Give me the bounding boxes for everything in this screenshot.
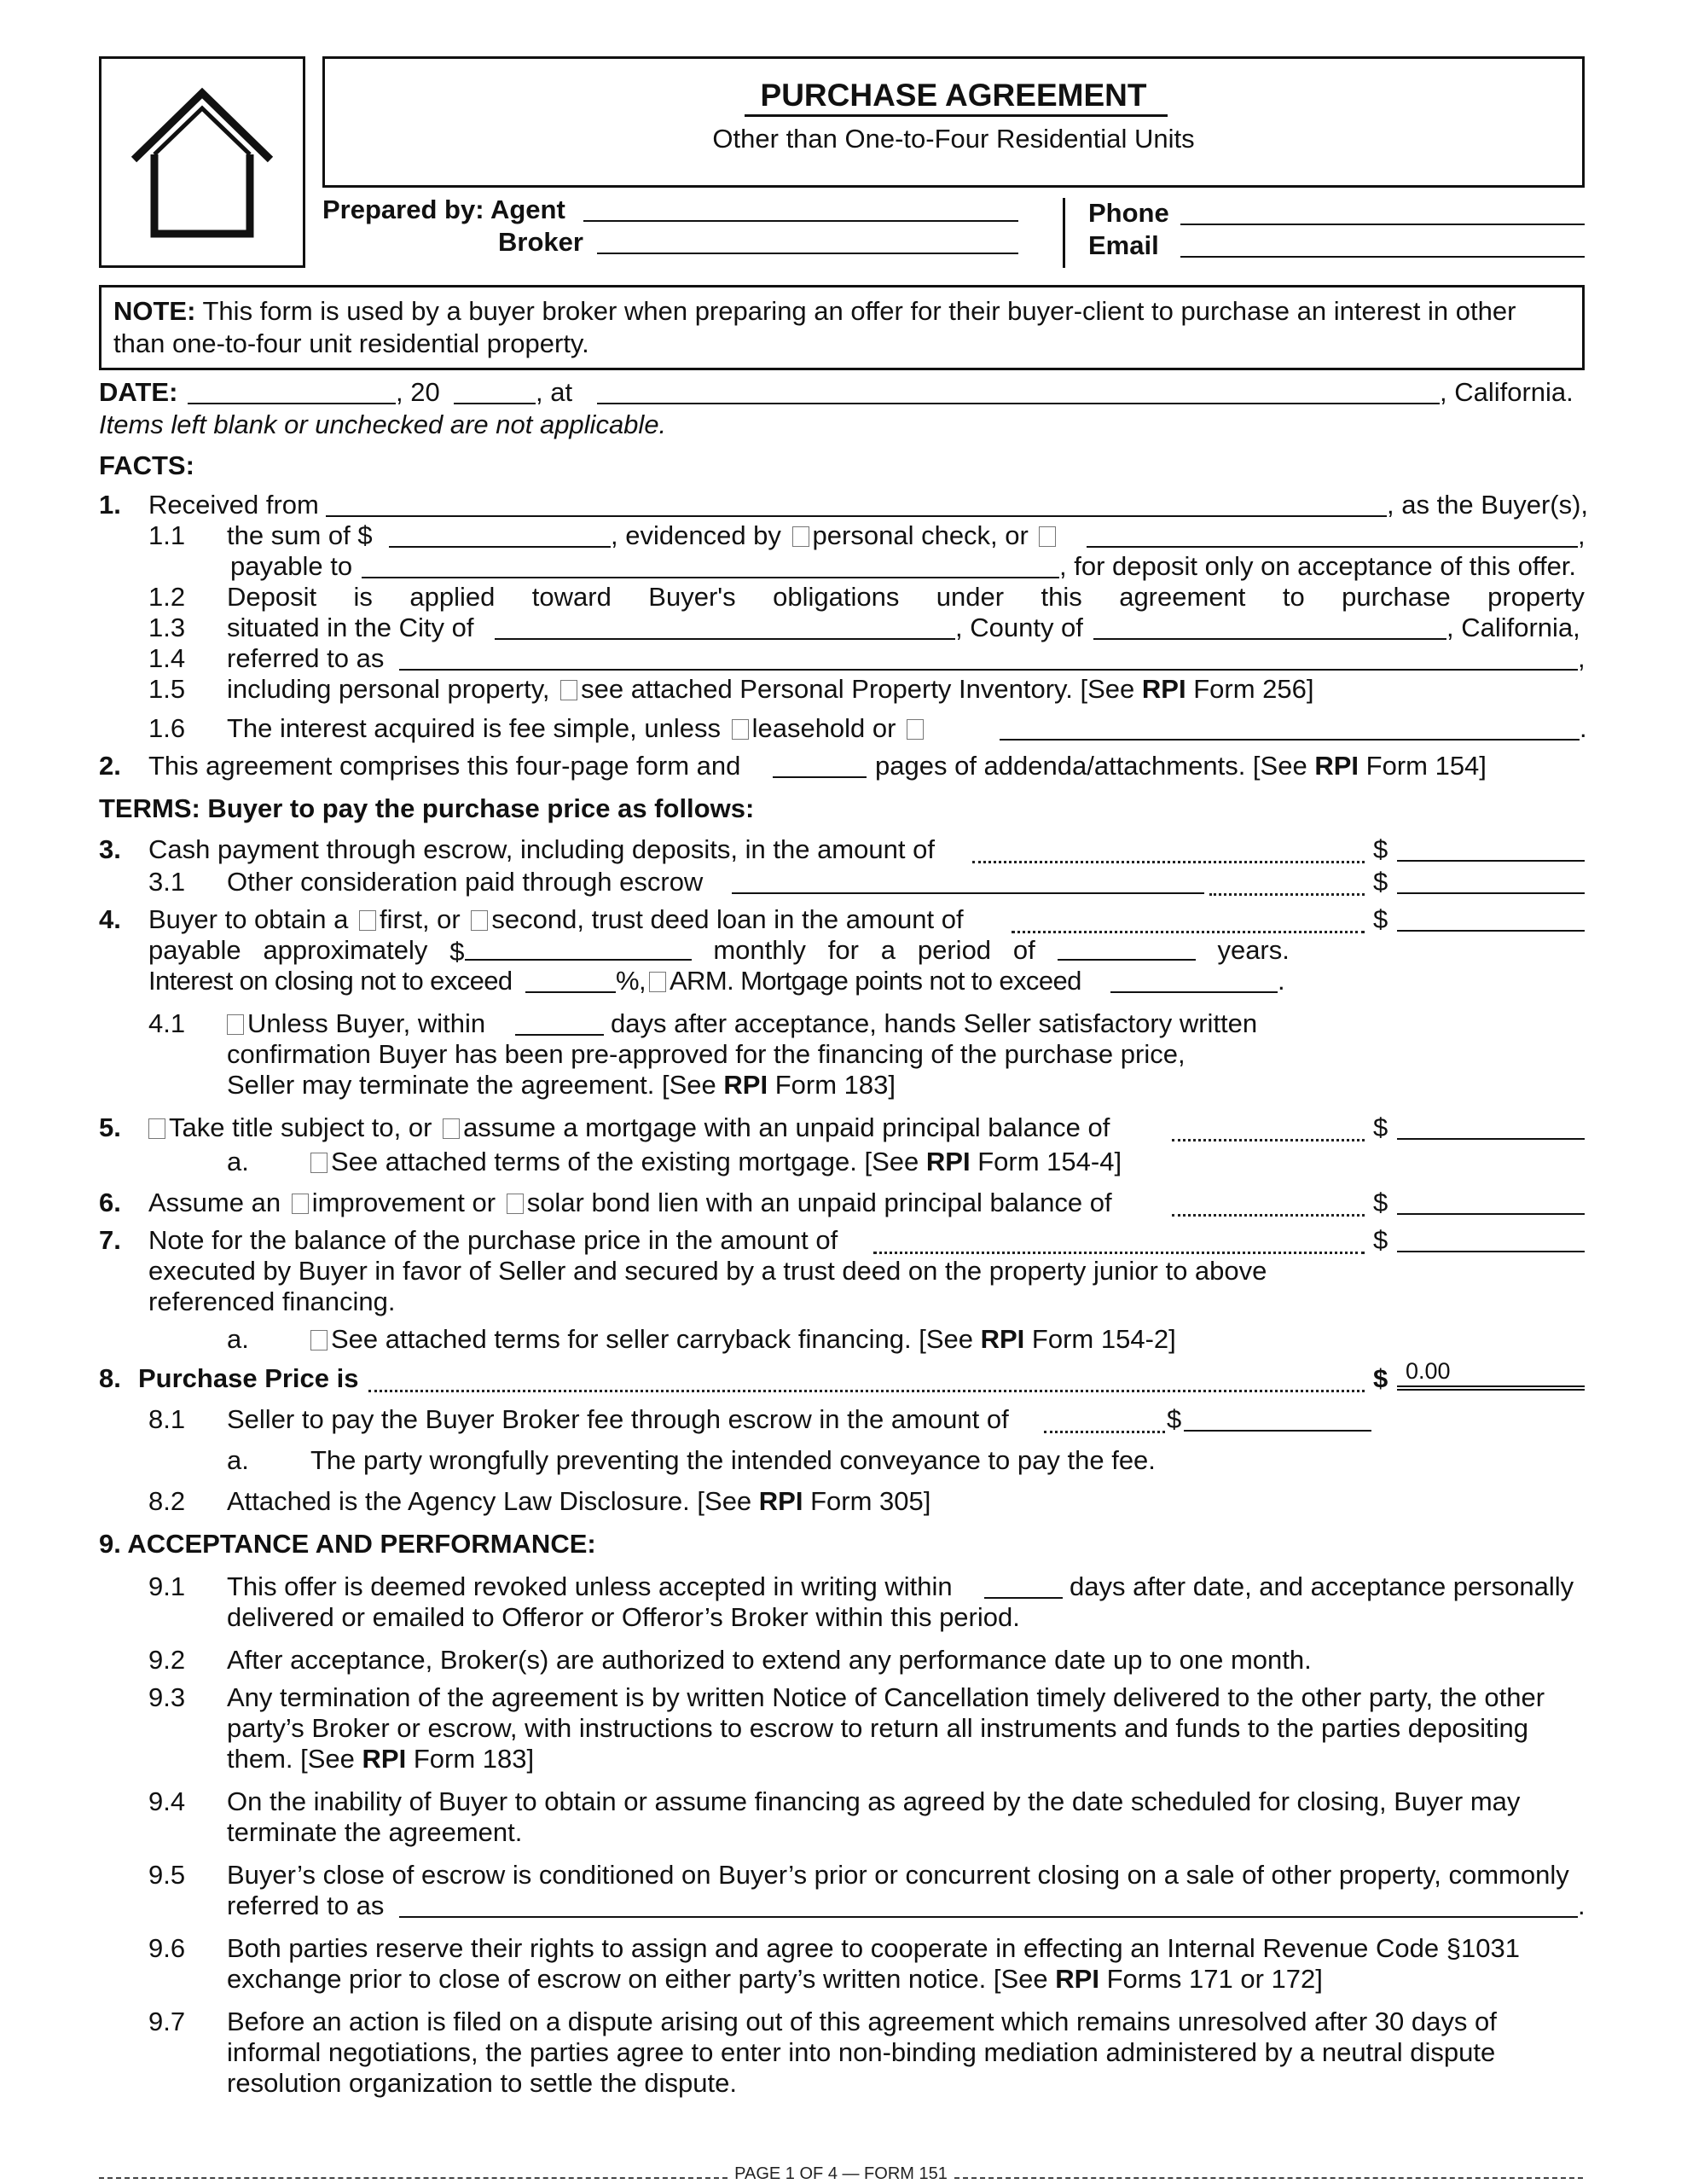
item-number: 1. [99,490,121,520]
note-text-2: than one-to-four unit residential property. [113,328,589,358]
purchase-price-label: Purchase Price is [138,1363,359,1393]
rpi-label: RPI [1314,751,1359,781]
form-reference: Form 305] [810,1486,931,1516]
justified-word: of [1012,935,1035,965]
clause-form-line [227,1964,1323,1995]
assume-mortgage-label: assume a mortgage with an unpaid principal balance of [463,1112,1110,1142]
second-loan-checkbox[interactable] [471,910,488,931]
mortgage-balance-amount[interactable] [1397,1112,1585,1140]
justified-word: Deposit [227,582,317,612]
loan-period-field[interactable] [1058,935,1196,961]
arm-points-label: ARM. Mortgage points not to exceed [669,966,1081,996]
california-text: , California, [1446,613,1580,642]
take-title-label: Take title subject to, or [169,1112,432,1142]
period: . [1578,1891,1586,1920]
justified-word: to [1282,582,1305,612]
clause-text: On the inability of Buyer to obtain or assume financing as agreed by the date scheduled for closing, Buyer may [227,1786,1521,1816]
first-or-label: first, or [380,904,461,934]
page-subtitle: Other than One-to-Four Residential Units [712,124,1195,154]
form-reference: Form 154] [1365,751,1487,781]
item-letter: a. [227,1147,249,1176]
form-reference: Forms 171 or 172] [1106,1964,1323,1994]
leader-dots [972,843,1365,863]
personal-property-line [227,674,1313,705]
evidenced-by-label: , evidenced by [611,520,781,550]
acceptance-days-field[interactable] [984,1597,1063,1599]
item-number: 9.3 [148,1682,186,1712]
note-label: NOTE: [113,296,196,326]
dollar-sign: $ [1373,1112,1388,1142]
justified-word: for [827,935,859,965]
item-number: 1.3 [148,613,186,642]
city-label: situated in the City of [227,613,474,642]
justified-word: monthly [713,935,806,965]
received-from-field[interactable] [326,515,1387,517]
interest-acquired-line [227,713,927,744]
assume-mortgage-checkbox[interactable] [443,1118,460,1139]
purchase-price-value: 0.00 [1406,1358,1451,1384]
comma: , [1578,520,1586,550]
terms-heading: TERMS: Buyer to pay the purchase price as follows: [99,793,755,823]
clause-text: terminate the agreement. [227,1817,523,1847]
agent-field[interactable] [583,220,1018,222]
leasehold-label: leasehold or [751,713,896,743]
date-label: DATE: [99,377,178,407]
deposit-only-text: , for deposit only on acceptance of this offer. [1059,551,1577,581]
item-number: 9.4 [148,1786,186,1816]
preapproval-line [227,1008,485,1039]
blank-notice: Items left blank or unchecked are not applicable. [99,410,667,439]
date-field[interactable] [188,403,396,404]
interest-closing-label: Interest on closing not to exceed [148,966,513,996]
days-after-date-label: days after date, and acceptance personally [1070,1571,1574,1601]
agency-law-label: Attached is the Agency Law Disclosure. [See [227,1486,752,1516]
house-icon [101,59,303,265]
bond-lien-amount[interactable] [1397,1188,1585,1215]
date-year-field[interactable] [454,403,536,404]
other-payment-checkbox[interactable] [1039,526,1056,547]
referred-to-field[interactable] [399,669,1578,671]
deposit-applied-text [227,582,1585,613]
item-number: 1.6 [148,713,186,743]
form-reference: Form 154-2] [1031,1324,1176,1354]
item-number: 4. [99,904,121,934]
rpi-label: RPI [925,1147,971,1176]
note-line-1 [113,296,1516,327]
clause-text: exchange prior to close of escrow on either party’s written notice. [See [227,1964,1048,1994]
other-interest-checkbox[interactable] [907,719,924,740]
take-title-checkbox[interactable] [148,1118,165,1139]
phone-label: Phone [1088,198,1169,228]
city-field[interactable] [495,638,955,640]
title-box [322,56,1585,188]
leader-dots [1172,1196,1365,1217]
payable-to-label: payable to [230,551,353,581]
leader-dots [1209,875,1365,896]
wrongfully-text: The party wrongfully preventing the intended conveyance to pay the fee. [310,1445,1156,1475]
county-label: , County of [955,613,1083,642]
broker-fee-amount[interactable] [1184,1404,1371,1432]
item-number: 1.1 [148,520,186,550]
other-consideration-amount[interactable] [1397,867,1585,894]
leader-dots [1044,1413,1165,1433]
justified-word: this [1041,582,1082,612]
carryback-checkbox[interactable] [310,1330,328,1350]
leader-dots [873,1234,1365,1254]
sum-of-label: the sum of $ [227,520,373,550]
clause-text: resolution organization to settle the dispute. [227,2068,737,2098]
clause-text: party’s Broker or escrow, with instructions to escrow to return all instruments and funds to the parties depositing [227,1713,1529,1743]
dollar-sign: $ [1373,1225,1388,1255]
purchase-price-amount[interactable] [1397,1360,1585,1391]
title-underline [745,114,1168,117]
clause-form-line [227,1744,534,1774]
clause-text: Both parties reserve their rights to assign and agree to cooperate in effecting an Internal Revenue Code §1031 [227,1933,1520,1963]
justified-word: applied [409,582,496,612]
form-reference: Form 183] [774,1070,896,1100]
cash-payment-amount[interactable] [1397,834,1585,862]
rpi-label: RPI [758,1486,803,1516]
clause-text: Before an action is filed on a dispute arising out of this agreement which remains unresolved after 30 days of [227,2007,1497,2036]
item-number: 9.5 [148,1860,186,1890]
days-after-label: days after acceptance, hands Seller satisfactory written [611,1008,1258,1038]
payment-group [449,935,691,967]
cash-payment-label: Cash payment through escrow, including deposits, in the amount of [148,834,935,864]
personal-property-label: including personal property, [227,674,550,704]
other-property-field[interactable] [399,1916,1578,1918]
rpi-label: RPI [362,1744,407,1774]
other-consideration-label: Other consideration paid through escrow [227,867,704,897]
percent-label: %, [616,966,646,996]
buyer-to-obtain-label: Buyer to obtain a [148,904,349,934]
justified-word: under [936,582,1005,612]
arm-checkbox[interactable] [649,972,666,992]
dollar-sign: $ [449,937,465,967]
rpi-label: RPI [980,1324,1025,1354]
form-reference: Form 183] [413,1744,535,1774]
clause-text: Buyer’s close of escrow is conditioned on Buyer’s prior or concurrent closing on a sale of other property, commonly [227,1860,1569,1890]
solar-bond-label: solar bond lien with an unpaid principal balance of [526,1188,1112,1217]
item-number: 9.2 [148,1645,186,1675]
payable-to-field[interactable] [362,577,1059,578]
item-number: 6. [99,1188,121,1217]
dollar-sign: $ [1373,1363,1388,1393]
loan-amount[interactable] [1397,904,1585,932]
preapproval-checkbox[interactable] [227,1014,244,1035]
clause-text: them. [See [227,1744,355,1774]
take-title-line [148,1112,1110,1143]
broker-fee-label: Seller to pay the Buyer Broker fee through escrow in the amount of [227,1404,1009,1434]
monthly-payment-field[interactable] [465,935,692,961]
item-letter: a. [227,1324,249,1354]
comma: , [1578,643,1586,673]
page-number: PAGE 1 OF 4 — FORM 151 [734,2164,948,2183]
email-field[interactable] [1180,256,1585,258]
broker-label: Broker [498,227,583,257]
header-divider [1063,198,1065,268]
referred-to-label: referred to as [227,643,385,673]
dollar-sign: $ [1373,1188,1388,1217]
as-buyer-text: , as the Buyer(s), [1387,490,1589,520]
note-balance-label: Note for the balance of the purchase price in the amount of [148,1225,838,1255]
broker-field[interactable] [597,253,1018,254]
years-label: years. [1217,935,1290,965]
improvement-label: improvement or [311,1188,496,1217]
justified-word: period [917,935,992,965]
logo-box [99,56,305,268]
clause-text: informal negotiations, the parties agree to enter into non-binding mediation administered by a neutral dispute [227,2037,1496,2067]
leader-dots [1172,1121,1365,1141]
page-title: PURCHASE AGREEMENT [760,78,1147,113]
item-number: 8.1 [148,1404,186,1434]
see-carryback-label: See attached terms for seller carryback financing. [See [331,1324,973,1354]
county-field[interactable] [1093,638,1446,640]
dollar-sign: $ [1373,904,1388,934]
item-number: 1.4 [148,643,186,673]
first-loan-checkbox[interactable] [359,910,376,931]
executed-by-text: executed by Buyer in favor of Seller and secured by a trust deed on the property junior to above [148,1256,1267,1286]
period: . [1580,713,1587,743]
item-number: 4.1 [148,1008,186,1038]
seller-terminate-line [227,1070,896,1101]
item-number: 9.6 [148,1933,186,1963]
carryback-line [310,1324,1176,1355]
item-number: 9.1 [148,1571,186,1601]
date-year-prefix: , 20 [396,377,440,407]
footer-rule-left [99,2169,728,2179]
addenda-pages-field[interactable] [773,776,867,778]
justified-word: agreement [1119,582,1246,612]
second-loan-label: second, trust deed loan in the amount of [491,904,964,934]
interest-rate-field[interactable] [525,991,616,993]
rpi-label: RPI [1141,674,1186,704]
rpi-label: RPI [723,1070,768,1100]
solar-bond-checkbox[interactable] [507,1194,524,1214]
other-consideration-field[interactable] [732,892,1204,894]
item-number: 9.7 [148,2007,186,2036]
leasehold-checkbox[interactable] [732,719,749,740]
item-number: 8.2 [148,1486,186,1516]
referenced-financing-text: referenced financing. [148,1287,396,1316]
item-number: 1.2 [148,582,186,612]
mortgage-points-field[interactable] [1110,991,1278,993]
item-number: 5. [99,1112,121,1142]
date-location-field[interactable] [597,403,1440,404]
personal-check-label: personal check, or [812,520,1029,550]
date-at: , at [536,377,573,407]
email-label: Email [1088,230,1159,260]
justified-word: is [353,582,373,612]
other-interest-field[interactable] [1000,739,1580,741]
facts-heading: FACTS: [99,450,194,480]
received-from-label: Received from [148,490,319,520]
leader-dots [1012,913,1365,933]
agreement-comprises-label: This agreement comprises this four-page form and [148,751,741,781]
item-number: 8. [99,1363,121,1393]
note-box [99,285,1585,370]
clause-text: After acceptance, Broker(s) are authorized to extend any performance date up to one month. [227,1645,1312,1675]
justified-word: toward [531,582,612,612]
note-text-1: This form is used by a buyer broker when preparing an offer for their buyer-client to purchase an interest in other [202,296,1516,326]
bond-lien-line [148,1188,1112,1218]
clause-text: Any termination of the agreement is by written Notice of Cancellation timely delivered to the other party, the other [227,1682,1545,1712]
sum-of-field[interactable] [389,546,611,548]
improvement-checkbox[interactable] [292,1194,309,1214]
existing-mortgage-checkbox[interactable] [310,1153,328,1173]
unless-buyer-label: Unless Buyer, within [247,1008,486,1038]
interest-label: The interest acquired is fee simple, unless [227,713,721,743]
confirmation-text: confirmation Buyer has been pre-approved for the financing of the purchase price, [227,1039,1186,1069]
justified-word: payable [148,935,241,965]
dollar-sign: $ [1167,1404,1182,1434]
note-balance-amount[interactable] [1397,1225,1585,1252]
footer-rule-right [954,2169,1583,2179]
revoked-label: This offer is deemed revoked unless accepted in writing within [227,1571,953,1601]
seller-terminate-label: Seller may terminate the agreement. [See [227,1070,716,1100]
item-number: 7. [99,1225,121,1255]
phone-field[interactable] [1180,224,1585,225]
payable-line [148,935,1290,967]
existing-mortgage-line [310,1147,1122,1177]
clause-text: delivered or emailed to Offeror or Offeror’s Broker within this period. [227,1602,1020,1632]
rpi-label: RPI [1055,1964,1099,1994]
leader-dots [368,1372,1365,1392]
agency-law-line [227,1486,930,1517]
loan-line [148,904,964,935]
item-number: 1.5 [148,674,186,704]
inventory-checkbox[interactable] [560,680,577,700]
period: . [1278,966,1285,996]
item-number: 3. [99,834,121,864]
see-existing-label: See attached terms of the existing mortgage. [See [331,1147,919,1176]
preapproval-days-field[interactable] [515,1034,604,1036]
item-number: 3.1 [148,867,186,897]
page-footer [99,2164,1583,2184]
acceptance-heading: 9. ACCEPTANCE AND PERFORMANCE: [99,1529,596,1559]
inventory-label: see attached Personal Property Inventory. [See [581,674,1135,704]
justified-word: obligations [773,582,900,612]
date-state: , California. [1440,377,1574,407]
item-letter: a. [227,1445,249,1475]
pages-addenda-label: pages of addenda/attachments. [See [875,751,1307,781]
form-reference: Form 154-4] [977,1147,1122,1176]
item-number: 2. [99,751,121,781]
evidenced-by-text [611,520,1059,551]
personal-check-checkbox[interactable] [792,526,809,547]
dollar-sign: $ [1373,867,1388,897]
other-payment-field[interactable] [1087,546,1578,548]
assume-an-label: Assume an [148,1188,281,1217]
justified-word: Buyer's [648,582,736,612]
referred-to-label: referred to as [227,1891,385,1920]
arm-line [616,966,1081,996]
dollar-sign: $ [1373,834,1388,864]
justified-word: purchase [1342,582,1451,612]
justified-word: approximately [263,935,428,965]
prepared-by-label: Prepared by: Agent [322,195,565,224]
form-reference: Form 256] [1193,674,1314,704]
justified-word: property [1487,582,1585,612]
justified-word: a [880,935,896,965]
addenda-line [875,751,1487,781]
